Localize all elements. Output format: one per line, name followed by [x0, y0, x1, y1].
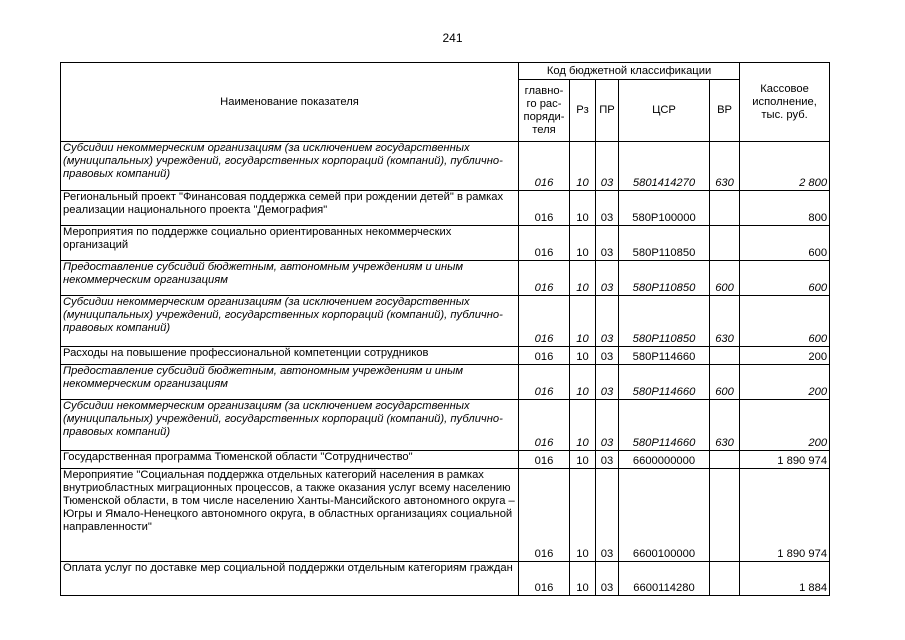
cell-pr: 03	[596, 365, 619, 400]
cell-csr: 580P114660	[619, 365, 710, 400]
cell-name: Субсидии некоммерческим организациям (за исключением государственных (муниципальных) учреждений, государственных корпораций (компаний), публично-правовых компаний)	[61, 142, 519, 191]
cell-amount: 1 890 974	[740, 469, 830, 562]
cell-rz: 10	[570, 347, 596, 365]
cell-vr	[710, 562, 740, 596]
table-row	[61, 261, 830, 296]
table-row	[61, 347, 830, 365]
cell-vr	[710, 347, 740, 365]
cell-pr: 03	[596, 191, 619, 226]
cell-pr: 03	[596, 451, 619, 469]
cell-admin: 016	[519, 226, 570, 261]
cell-name: Оплата услуг по доставке мер социальной поддержки отдельным категориям граждан	[61, 562, 519, 596]
page-number: 241	[442, 31, 463, 45]
cell-vr: 630	[710, 296, 740, 347]
table-row	[61, 469, 830, 562]
header-rz: Рз	[570, 80, 596, 142]
cell-pr: 03	[596, 347, 619, 365]
cell-name: Государственная программа Тюменской области "Сотрудничество"	[61, 451, 519, 469]
cell-amount: 600	[740, 261, 830, 296]
cell-admin: 016	[519, 142, 570, 191]
cell-admin: 016	[519, 261, 570, 296]
cell-pr: 03	[596, 562, 619, 596]
cell-rz: 10	[570, 562, 596, 596]
cell-rz: 10	[570, 400, 596, 451]
cell-rz: 10	[570, 261, 596, 296]
cell-name: Субсидии некоммерческим организациям (за исключением государственных (муниципальных) учреждений, государственных корпораций (компаний), публично-правовых компаний)	[61, 400, 519, 451]
cell-vr	[710, 191, 740, 226]
cell-rz: 10	[570, 226, 596, 261]
cell-name: Мероприятие "Социальная поддержка отдельных категорий населения в рамках внутриобластных миграционных процессов, а также оказания услуг всему населению Тюменской области, в том числе населению Ханты-Мансийского автономного округа – Югры и Ямало-Ненецкого автономного округа, в областных организациях социальной направленности"	[61, 469, 519, 562]
cell-csr: 6600000000	[619, 451, 710, 469]
cell-admin: 016	[519, 191, 570, 226]
cell-vr: 600	[710, 261, 740, 296]
cell-csr: 6600100000	[619, 469, 710, 562]
table-body	[61, 142, 830, 596]
cell-admin: 016	[519, 365, 570, 400]
cell-csr: 580P114660	[619, 400, 710, 451]
cell-rz: 10	[570, 142, 596, 191]
header-admin: главно-го рас-поряди-теля	[519, 80, 570, 142]
cell-name: Региональный проект "Финансовая поддержка семей при рождении детей" в рамках реализации национального проекта "Демография"	[61, 191, 519, 226]
cell-name: Субсидии некоммерческим организациям (за исключением государственных (муниципальных) учреждений, государственных корпораций (компаний), публично-правовых компаний)	[61, 296, 519, 347]
cell-vr: 600	[710, 365, 740, 400]
cell-pr: 03	[596, 261, 619, 296]
cell-csr: 580P110850	[619, 296, 710, 347]
table-row	[61, 296, 830, 347]
header-vr: ВР	[710, 80, 740, 142]
cell-admin: 016	[519, 562, 570, 596]
table-row	[61, 451, 830, 469]
cell-rz: 10	[570, 469, 596, 562]
cell-name: Мероприятия по поддержке социально ориентированных некоммерческих организаций	[61, 226, 519, 261]
cell-amount: 2 800	[740, 142, 830, 191]
cell-pr: 03	[596, 400, 619, 451]
cell-admin: 016	[519, 400, 570, 451]
table-row	[61, 562, 830, 596]
header-amount: Кассовое исполнение, тыс. руб.	[740, 63, 830, 142]
cell-csr: 580P114660	[619, 347, 710, 365]
header-name: Наименование показателя	[61, 63, 519, 142]
cell-name: Расходы на повышение профессиональной компетенции сотрудников	[61, 347, 519, 365]
cell-amount: 1 884	[740, 562, 830, 596]
cell-rz: 10	[570, 191, 596, 226]
cell-amount: 600	[740, 226, 830, 261]
cell-admin: 016	[519, 469, 570, 562]
cell-pr: 03	[596, 296, 619, 347]
cell-admin: 016	[519, 451, 570, 469]
cell-vr	[710, 469, 740, 562]
cell-vr	[710, 226, 740, 261]
cell-csr: 580P110850	[619, 261, 710, 296]
table-row	[61, 226, 830, 261]
cell-amount: 800	[740, 191, 830, 226]
cell-csr: 5801414270	[619, 142, 710, 191]
header-csr: ЦСР	[619, 80, 710, 142]
cell-rz: 10	[570, 296, 596, 347]
cell-csr: 6600114280	[619, 562, 710, 596]
cell-admin: 016	[519, 347, 570, 365]
cell-csr: 580P110850	[619, 226, 710, 261]
cell-vr: 630	[710, 400, 740, 451]
cell-amount: 200	[740, 400, 830, 451]
cell-name: Предоставление субсидий бюджетным, автономным учреждениям и иным некоммерческим организациям	[61, 261, 519, 296]
table-row	[61, 142, 830, 191]
cell-pr: 03	[596, 142, 619, 191]
cell-admin: 016	[519, 296, 570, 347]
cell-csr: 580P100000	[619, 191, 710, 226]
table-row	[61, 365, 830, 400]
cell-rz: 10	[570, 451, 596, 469]
cell-pr: 03	[596, 226, 619, 261]
cell-vr: 630	[710, 142, 740, 191]
table-row	[61, 191, 830, 226]
header-budget-code-group: Код бюджетной классификации	[519, 63, 740, 80]
cell-vr	[710, 451, 740, 469]
budget-table	[60, 62, 830, 596]
header-pr: ПР	[596, 80, 619, 142]
cell-amount: 1 890 974	[740, 451, 830, 469]
cell-amount: 200	[740, 365, 830, 400]
cell-amount: 200	[740, 347, 830, 365]
cell-rz: 10	[570, 365, 596, 400]
cell-pr: 03	[596, 469, 619, 562]
cell-name: Предоставление субсидий бюджетным, автономным учреждениям и иным некоммерческим организациям	[61, 365, 519, 400]
cell-amount: 600	[740, 296, 830, 347]
table-row	[61, 400, 830, 451]
